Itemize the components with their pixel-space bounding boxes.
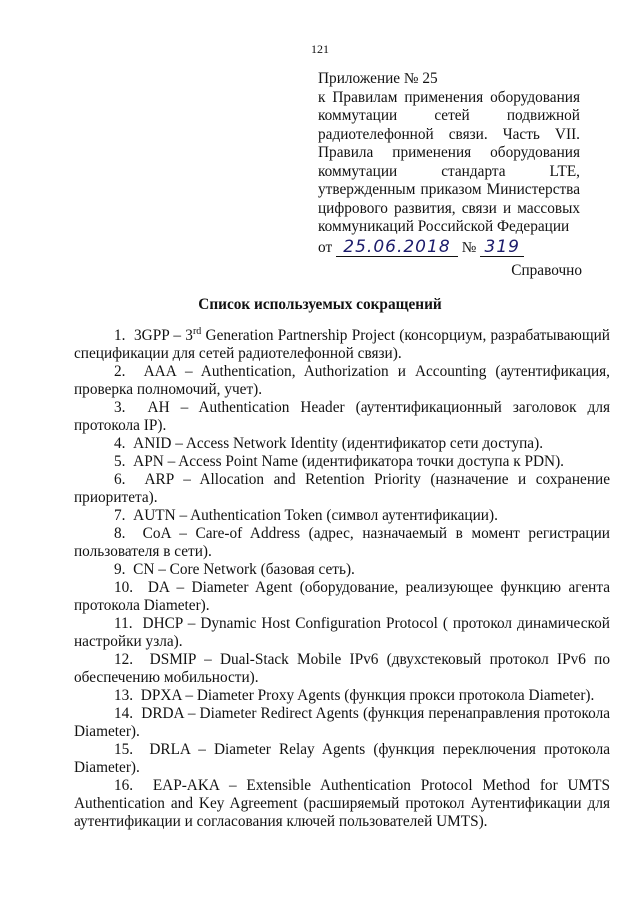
list-item-text: AH – Authentication Header (аутентификационный заголовок для протокола IP). — [74, 399, 610, 434]
list-item-number: 5. — [114, 453, 126, 470]
list-item-text: Generation Partnership Project (консорциум, разрабатывающий спецификации для сетей радиотелефонной связи). — [74, 327, 610, 362]
list-item-text: CoA – Care-of Address (адрес, назначаемый в момент регистрации пользователя в сети). — [74, 525, 610, 560]
list-item-text: DHCP – Dynamic Host Configuration Protocol ( протокол динамической настройки узла). — [74, 615, 610, 650]
date-prefix: от — [318, 238, 333, 256]
reference-label: Справочно — [511, 262, 582, 279]
list-item — [74, 777, 610, 831]
list-item-text: EAP-AKA – Extensible Authentication Protocol Method for UMTS Authentication and Key Agreement (расширяемый протокол Аутентификации для аутентификации и согласования ключей пользователей UMTS). — [74, 777, 610, 830]
list-item-text: DRLA – Diameter Relay Agents (функция переключения протокола Diameter). — [74, 741, 610, 776]
list-item-text: APN – Access Point Name (идентификатора точки доступа к PDN). — [133, 453, 564, 470]
list-item — [74, 651, 610, 687]
list-item-text: DSMIP – Dual-Stack Mobile IPv6 (двухстековый протокол IPv6 по обеспечению мобильности). — [74, 651, 610, 686]
list-item-number: 1. — [114, 327, 126, 344]
list-item-number: 16. — [114, 777, 134, 794]
page-number: 121 — [311, 42, 329, 56]
list-item — [74, 399, 610, 435]
list-item-text: AAA – Authentication, Authorization и Accounting (аутентификация, проверка полномочий, учет). — [74, 363, 610, 398]
list-item-number: 14. — [114, 705, 134, 722]
abbreviation-list — [74, 327, 610, 831]
list-item-number: 3. — [114, 399, 126, 416]
list-item-number: 4. — [114, 435, 126, 452]
list-item — [74, 471, 610, 507]
list-item-number: 9. — [114, 561, 126, 578]
list-item-text: DA – Diameter Agent (оборудование, реализующее функцию агента протокола Diameter). — [74, 579, 610, 614]
list-item — [74, 687, 610, 705]
list-item-number: 7. — [114, 507, 126, 524]
list-item-number: 13. — [114, 687, 134, 704]
list-item — [74, 363, 610, 399]
list-item-number: 11. — [114, 615, 133, 632]
list-item — [74, 579, 610, 615]
list-item — [74, 453, 610, 471]
appendix-title: Приложение № 25 — [318, 70, 438, 87]
list-item-text: ARP – Allocation and Retention Priority (назначение и сохранение приоритета). — [74, 471, 610, 506]
list-item-number: 2. — [114, 363, 126, 380]
list-item-number: 12. — [114, 651, 134, 668]
list-item — [74, 741, 610, 777]
list-item-number: 10. — [114, 579, 134, 596]
list-item-text: DRDA – Diameter Redirect Agents (функция перенаправления протокола Diameter). — [74, 705, 610, 740]
list-item-text: DPXA – Diameter Proxy Agents (функция прокси протокола Diameter). — [140, 687, 595, 704]
appendix-header — [318, 70, 580, 257]
list-item — [74, 561, 610, 579]
list-title: Список используемых сокращений — [198, 296, 442, 313]
list-item — [74, 435, 610, 453]
list-item-number: 8. — [114, 525, 126, 542]
list-item — [74, 507, 610, 525]
list-item-text: CN – Core Network (базовая сеть). — [133, 561, 355, 578]
list-item-text: AUTN – Authentication Token (символ аутентификации). — [133, 507, 498, 524]
list-item — [74, 615, 610, 651]
appendix-date-line — [318, 238, 580, 258]
list-item-text: ANID – Access Network Identity (идентификатор сети доступа). — [133, 435, 544, 452]
list-item-superscript: rd — [192, 325, 202, 337]
handwritten-number: 319 — [480, 238, 524, 257]
list-item — [74, 705, 610, 741]
handwritten-date: 25.06.2018 — [336, 238, 458, 257]
list-item-number: 6. — [114, 471, 126, 488]
appendix-body: к Правилам применения оборудования коммутации сетей подвижной радиотелефонной связи. Часть VII. Правила применения оборудования коммутации стандарта LTE, утвержденным приказом Министерства цифрового развития, связи и массовых коммуникаций Российской Федерации — [318, 88, 580, 235]
list-item-number: 15. — [114, 741, 134, 758]
number-prefix: № — [461, 238, 477, 256]
list-item-prefix: 3GPP – 3 — [134, 327, 193, 344]
list-item — [74, 327, 610, 363]
list-item — [74, 525, 610, 561]
